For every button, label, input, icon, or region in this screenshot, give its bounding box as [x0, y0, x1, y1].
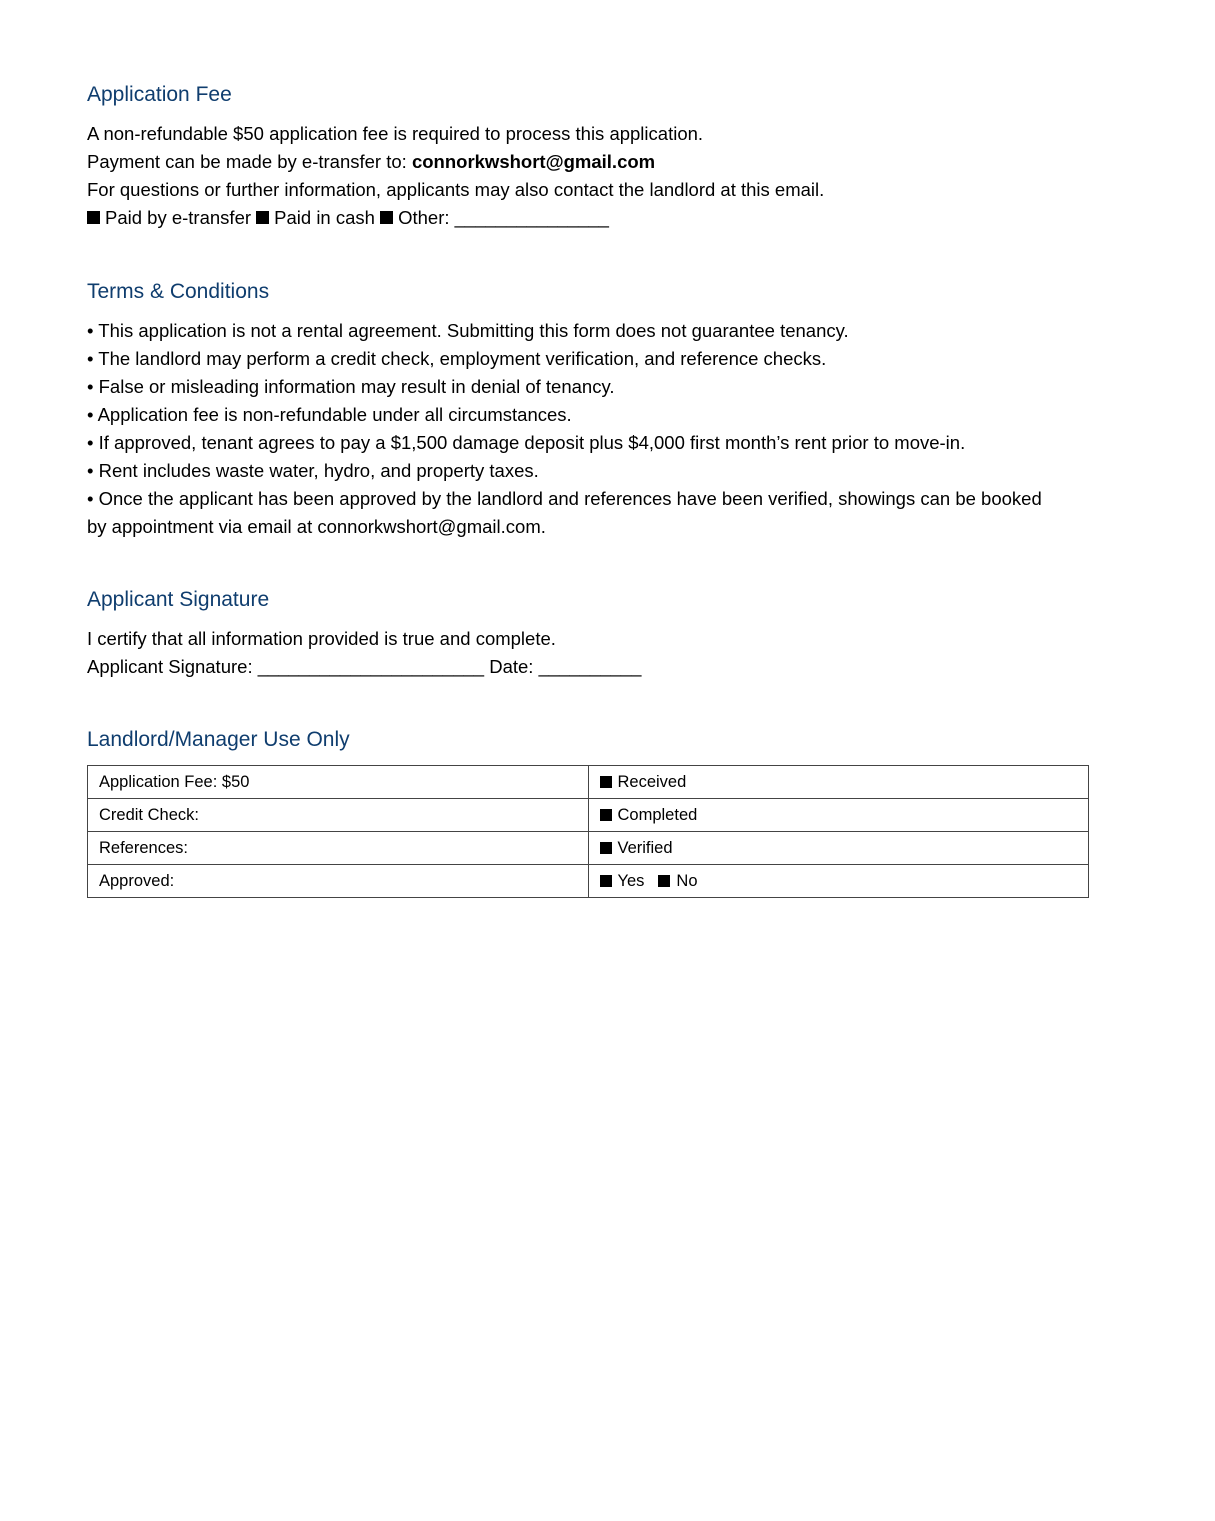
heading-application-fee: Application Fee [87, 83, 232, 106]
payment-email: connorkwshort@gmail.com [411, 151, 656, 172]
row-label: Application Fee: $50 [88, 766, 589, 799]
row-label: Credit Check: [88, 799, 589, 832]
option-yes: Yes [617, 871, 645, 890]
certify-text: I certify that all information provided is true and complete. [87, 628, 556, 649]
terms-item: • This application is not a rental agreement. Submitting this form does not guarantee tenancy. [87, 320, 849, 341]
checkbox-icon[interactable] [600, 776, 612, 788]
terms-item: • If approved, tenant agrees to pay a $1,500 damage deposit plus $4,000 first month’s rent prior to move-in. [87, 432, 966, 453]
option-cash: Paid in cash [274, 207, 375, 228]
payment-info [87, 148, 655, 176]
heading-landlord: Landlord/Manager Use Only [87, 728, 350, 751]
terms-item: • Once the applicant has been approved by the landlord and references have been verified, showings can be booked [87, 488, 1042, 509]
option-received: Received [617, 772, 687, 791]
signature-line[interactable]: Applicant Signature: ______________________ Date: __________ [87, 656, 642, 677]
payment-prefix: Payment can be made by e-transfer to: [87, 151, 412, 172]
checkbox-icon[interactable] [600, 809, 612, 821]
checkbox-etransfer-icon[interactable] [87, 211, 100, 224]
checkbox-other-icon[interactable] [380, 211, 393, 224]
checkbox-icon[interactable] [658, 875, 670, 887]
option-no: No [676, 871, 698, 890]
payment-options [87, 204, 609, 232]
table-row [88, 865, 1089, 898]
fee-description: A non-refundable $50 application fee is required to process this application. [87, 123, 704, 144]
landlord-table [87, 765, 1089, 898]
terms-item: • False or misleading information may result in denial of tenancy. [87, 376, 615, 397]
contact-info: For questions or further information, applicants may also contact the landlord at this email. [87, 179, 825, 200]
option-verified: Verified [617, 838, 673, 857]
table-row [88, 799, 1089, 832]
table-row [88, 832, 1089, 865]
row-options [588, 832, 1089, 865]
terms-item-continued: by appointment via email at connorkwshort@gmail.com. [87, 516, 546, 537]
row-options [588, 865, 1089, 898]
terms-item: • Application fee is non-refundable under all circumstances. [87, 404, 572, 425]
checkbox-cash-icon[interactable] [256, 211, 269, 224]
row-options [588, 766, 1089, 799]
option-etransfer: Paid by e-transfer [105, 207, 252, 228]
heading-terms: Terms & Conditions [87, 280, 270, 303]
option-other: Other: _______________ [398, 207, 609, 228]
row-label: References: [88, 832, 589, 865]
option-completed: Completed [617, 805, 698, 824]
terms-item: • The landlord may perform a credit check, employment verification, and reference checks. [87, 348, 827, 369]
terms-item: • Rent includes waste water, hydro, and property taxes. [87, 460, 539, 481]
heading-signature: Applicant Signature [87, 588, 270, 611]
row-options [588, 799, 1089, 832]
checkbox-icon[interactable] [600, 875, 612, 887]
table-row [88, 766, 1089, 799]
checkbox-icon[interactable] [600, 842, 612, 854]
row-label: Approved: [88, 865, 589, 898]
